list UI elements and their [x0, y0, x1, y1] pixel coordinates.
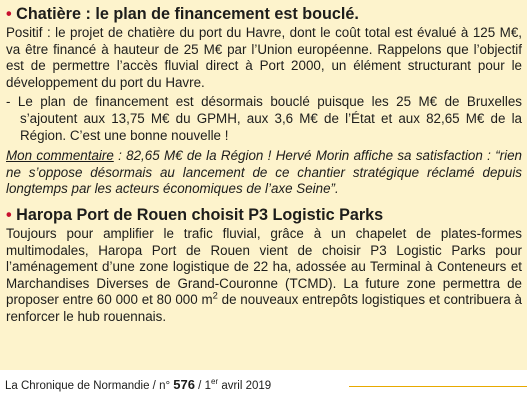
- superscript: 2: [212, 290, 218, 301]
- page-footer: [5, 378, 271, 393]
- date-day: 1: [204, 380, 211, 392]
- date-rest: avril 2019: [218, 380, 272, 392]
- article-title-text: Haropa Port de Rouen choisit P3 Logistic Parks: [16, 205, 384, 224]
- comment-label: Mon commentaire: [6, 148, 114, 164]
- bullet-icon: •: [6, 205, 12, 224]
- bullet-icon: •: [6, 5, 12, 23]
- issue-prefix: n°: [159, 380, 174, 392]
- article-chatiere: [6, 5, 522, 198]
- date-day-suffix: er: [210, 377, 219, 387]
- article-sub-bullet: - Le plan de financement est désormais bouclé puisque les 25 M€ de Bruxelles s’ajoutent aux 13,75 M€ du GPMH, aux 3,6 M€ de l’État et aux 82,65 M€ de la Région. C’est une bonne nouvelle !: [6, 94, 522, 143]
- article-comment: [6, 148, 522, 198]
- footer-separator: /: [194, 380, 205, 392]
- issue-number: 576: [173, 377, 195, 392]
- article-body-text-end: de nouveaux entrepôts logistiques et contribuera à renforcer le hub rouennais.: [6, 292, 522, 324]
- article-body-text: Toujours pour amplifier le trafic fluvial, grâce à un chapelet de plates-formes multimodales, Haropa Port de Rouen vient de choisir P3 Logistic Parks pour l’aménagement d’une zone logistique de 22 ha, adossée au Terminal à Conteneurs et Marchandises Diverses de Grand-Couronne (TCMD). La future zone permettra de proposer entre 60 000 et 80 000 m: [6, 225, 522, 308]
- publication-name: La Chronique de Normandie: [5, 380, 150, 392]
- article-title-text: Chatière : le plan de financement est bouclé.: [16, 5, 359, 23]
- article-body: Positif : le projet de chatière du port du Havre, dont le coût total est évalué à 125 M€, va être financé à hauteur de 25 M€ par l’Union européenne. Rappelons que l’objectif est de permettre l’accès fluvial direct à Port 2000, un élément structurant pour le développement du port du Havre.: [6, 25, 522, 90]
- article-haropa: [6, 206, 522, 326]
- footer-separator: /: [149, 380, 160, 392]
- comment-text: : 82,65 M€ de la Région ! Hervé Morin affiche sa satisfaction : “rien ne s’oppose désormais au lancement de ce chantier stratégique réclamé depuis longtemps par les acteurs économiques de l’axe Seine”.: [6, 148, 522, 197]
- article-body: [6, 226, 522, 326]
- article-title: [6, 206, 522, 225]
- footer-rule: [349, 386, 527, 387]
- article-title: [6, 5, 522, 24]
